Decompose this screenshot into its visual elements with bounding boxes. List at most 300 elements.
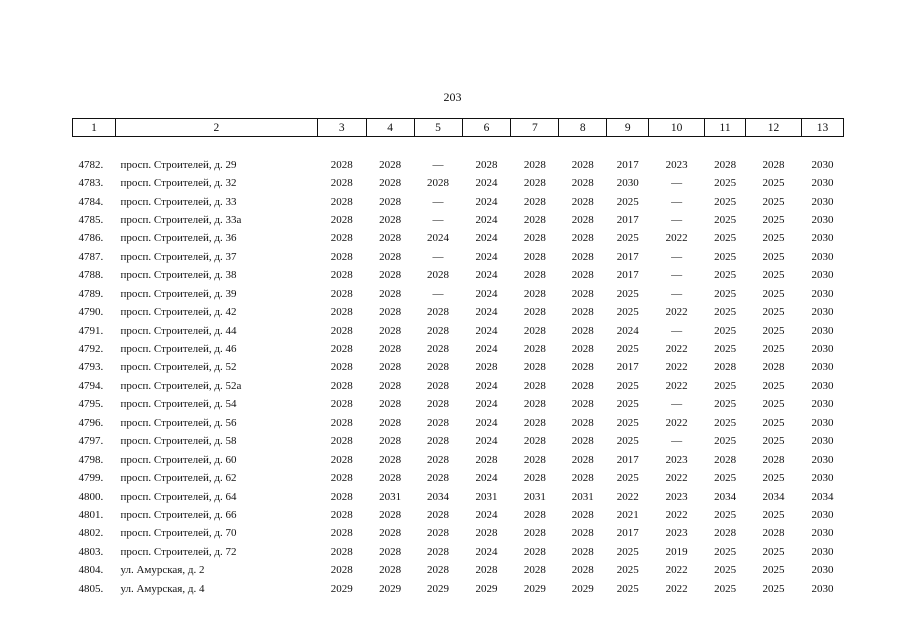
address-cell: просп. Строителей, д. 64 (120, 490, 237, 503)
address-cell: просп. Строителей, д. 52 (120, 361, 237, 374)
year-cell: 2025 (616, 582, 639, 595)
year-cell: — (432, 287, 444, 300)
address-cell: просп. Строителей, д. 36 (120, 232, 237, 245)
address-cell: ул. Амурская, д. 2 (120, 564, 205, 577)
year-cell: — (432, 195, 444, 208)
row-number: 4786. (78, 232, 104, 245)
year-cell: — (671, 269, 683, 282)
year-cell: 2025 (714, 213, 737, 226)
year-cell: 2028 (523, 306, 546, 319)
year-cell: 2024 (475, 398, 498, 411)
year-cell: 2030 (811, 158, 834, 171)
year-cell: 2028 (330, 361, 353, 374)
year-cell: 2022 (665, 508, 688, 521)
year-cell: — (671, 287, 683, 300)
year-cell: 2028 (571, 472, 594, 485)
year-cell: 2028 (427, 508, 450, 521)
year-cell: 2028 (523, 435, 546, 448)
year-cell: 2030 (811, 232, 834, 245)
year-cell: 2028 (427, 379, 450, 392)
column-header: 12 (746, 119, 802, 137)
year-cell: 2028 (330, 472, 353, 485)
year-cell: 2034 (811, 490, 834, 503)
year-cell: 2025 (616, 435, 639, 448)
year-cell: 2022 (616, 490, 639, 503)
year-cell: 2029 (330, 582, 353, 595)
year-cell: 2028 (330, 195, 353, 208)
year-cell: 2028 (762, 361, 785, 374)
address-cell: просп. Строителей, д. 37 (120, 250, 237, 263)
year-cell: 2028 (330, 453, 353, 466)
year-cell: 2024 (475, 177, 498, 190)
year-cell: 2030 (811, 582, 834, 595)
year-cell: 2028 (714, 453, 737, 466)
year-cell: 2025 (762, 324, 785, 337)
year-cell: 2028 (571, 177, 594, 190)
year-cell: 2028 (427, 306, 450, 319)
year-cell: 2028 (330, 416, 353, 429)
year-cell: 2028 (330, 213, 353, 226)
year-cell: 2028 (427, 361, 450, 374)
year-cell: 2028 (427, 398, 450, 411)
year-cell: 2028 (379, 361, 402, 374)
year-cell: 2025 (762, 177, 785, 190)
year-cell: 2028 (523, 343, 546, 356)
column-header: 13 (801, 119, 843, 137)
address-cell: просп. Строителей, д. 46 (120, 343, 237, 356)
column-header: 1 (73, 119, 116, 137)
year-cell: 2028 (714, 527, 737, 540)
year-cell: 2023 (665, 490, 688, 503)
year-cell: 2024 (475, 306, 498, 319)
table-row (73, 285, 844, 303)
year-cell: 2030 (811, 287, 834, 300)
year-cell: 2028 (571, 343, 594, 356)
year-cell: 2031 (475, 490, 498, 503)
year-cell: 2025 (616, 232, 639, 245)
year-cell: 2024 (475, 508, 498, 521)
year-cell: 2022 (665, 582, 688, 595)
year-cell: 2025 (762, 379, 785, 392)
address-cell: просп. Строителей, д. 70 (120, 527, 237, 540)
address-cell: просп. Строителей, д. 60 (120, 453, 237, 466)
row-number: 4802. (78, 527, 104, 540)
address-cell: просп. Строителей, д. 33 (120, 195, 237, 208)
year-cell: 2028 (523, 324, 546, 337)
year-cell: 2025 (714, 250, 737, 263)
year-cell: 2025 (762, 306, 785, 319)
year-cell: — (671, 250, 683, 263)
year-cell: 2028 (379, 324, 402, 337)
year-cell: 2024 (475, 232, 498, 245)
table-row (73, 174, 844, 192)
year-cell: 2025 (762, 213, 785, 226)
year-cell: 2023 (665, 527, 688, 540)
table-row (73, 192, 844, 210)
year-cell: 2025 (762, 508, 785, 521)
year-cell: 2028 (330, 324, 353, 337)
year-cell: 2025 (714, 472, 737, 485)
year-cell: 2017 (616, 361, 639, 374)
year-cell: 2029 (379, 582, 402, 595)
year-cell: 2030 (811, 435, 834, 448)
year-cell: 2025 (616, 195, 639, 208)
column-header: 6 (462, 119, 511, 137)
year-cell: 2022 (665, 343, 688, 356)
table-row (73, 377, 844, 395)
table-row (73, 211, 844, 229)
year-cell: 2025 (762, 564, 785, 577)
year-cell: 2028 (379, 269, 402, 282)
column-header: 8 (559, 119, 607, 137)
address-cell: просп. Строителей, д. 39 (120, 287, 237, 300)
row-number: 4797. (78, 435, 104, 448)
year-cell: 2025 (616, 416, 639, 429)
year-cell: 2028 (523, 213, 546, 226)
year-cell: 2024 (475, 435, 498, 448)
row-number: 4800. (78, 490, 104, 503)
year-cell: 2028 (523, 361, 546, 374)
year-cell: 2028 (379, 177, 402, 190)
year-cell: 2029 (571, 582, 594, 595)
year-cell: 2028 (571, 195, 594, 208)
row-number: 4801. (78, 508, 104, 521)
year-cell: 2028 (379, 343, 402, 356)
row-number: 4795. (78, 398, 104, 411)
year-cell: 2028 (523, 232, 546, 245)
year-cell: 2028 (475, 361, 498, 374)
table-row (73, 303, 844, 321)
column-header: 3 (317, 119, 366, 137)
year-cell: 2025 (714, 398, 737, 411)
year-cell: 2028 (379, 287, 402, 300)
year-cell: 2025 (616, 545, 639, 558)
table-row (73, 414, 844, 432)
year-cell: 2025 (616, 379, 639, 392)
year-cell: 2028 (523, 269, 546, 282)
year-cell: 2028 (379, 232, 402, 245)
year-cell: 2028 (523, 564, 546, 577)
column-header: 10 (649, 119, 705, 137)
year-cell: 2028 (330, 398, 353, 411)
year-cell: 2017 (616, 527, 639, 540)
year-cell: 2028 (523, 472, 546, 485)
year-cell: 2024 (427, 232, 450, 245)
year-cell: 2024 (475, 269, 498, 282)
year-cell: 2022 (665, 564, 688, 577)
year-cell: 2030 (811, 508, 834, 521)
year-cell: 2028 (571, 564, 594, 577)
column-header: 5 (414, 119, 462, 137)
year-cell: 2030 (811, 527, 834, 540)
year-cell: 2028 (330, 306, 353, 319)
year-cell: 2030 (811, 453, 834, 466)
year-cell: — (671, 435, 683, 448)
year-cell: 2025 (616, 564, 639, 577)
year-cell: 2028 (330, 177, 353, 190)
year-cell: 2025 (762, 250, 785, 263)
year-cell: 2028 (571, 416, 594, 429)
year-cell: 2028 (330, 527, 353, 540)
table-row (73, 155, 844, 173)
year-cell: 2028 (475, 527, 498, 540)
year-cell: 2028 (379, 250, 402, 263)
table-row (73, 248, 844, 266)
year-cell: 2034 (762, 490, 785, 503)
address-cell: ул. Амурская, д. 4 (120, 582, 205, 595)
year-cell: 2030 (811, 361, 834, 374)
year-cell: 2030 (811, 213, 834, 226)
year-cell: 2028 (523, 527, 546, 540)
year-cell: 2022 (665, 472, 688, 485)
year-cell: 2028 (379, 564, 402, 577)
year-cell: 2028 (330, 158, 353, 171)
year-cell: 2028 (330, 269, 353, 282)
year-cell: 2025 (762, 582, 785, 595)
table-row (73, 432, 844, 450)
year-cell: 2030 (811, 545, 834, 558)
column-header: 2 (115, 119, 317, 137)
year-cell: 2028 (379, 416, 402, 429)
year-cell: 2031 (379, 490, 402, 503)
year-cell: 2025 (762, 472, 785, 485)
year-cell: 2028 (523, 453, 546, 466)
year-cell: 2028 (379, 306, 402, 319)
year-cell: 2025 (762, 398, 785, 411)
year-cell: 2034 (714, 490, 737, 503)
column-header: 9 (607, 119, 649, 137)
row-number: 4793. (78, 361, 104, 374)
year-cell: 2024 (475, 545, 498, 558)
year-cell: 2025 (762, 287, 785, 300)
page-number: 203 (443, 90, 462, 104)
year-cell: 2030 (811, 416, 834, 429)
year-cell: — (432, 213, 444, 226)
year-cell: 2017 (616, 453, 639, 466)
year-cell: 2028 (379, 545, 402, 558)
year-cell: 2028 (571, 508, 594, 521)
year-cell: 2028 (523, 398, 546, 411)
table-row (73, 469, 844, 487)
address-cell: просп. Строителей, д. 38 (120, 269, 237, 282)
year-cell: 2028 (427, 177, 450, 190)
year-cell: 2025 (616, 306, 639, 319)
year-cell: 2025 (714, 416, 737, 429)
year-cell: 2028 (523, 287, 546, 300)
year-cell: 2024 (475, 287, 498, 300)
year-cell: — (432, 158, 444, 171)
year-cell: 2023 (665, 453, 688, 466)
year-cell: 2030 (811, 343, 834, 356)
row-number: 4804. (78, 564, 104, 577)
year-cell: 2028 (571, 527, 594, 540)
year-cell: 2028 (714, 158, 737, 171)
row-number: 4799. (78, 472, 104, 485)
table-row (73, 340, 844, 358)
table-row (73, 487, 844, 505)
table-row (73, 450, 844, 468)
row-number: 4785. (78, 213, 104, 226)
table-row (73, 358, 844, 376)
year-cell: 2030 (616, 177, 639, 190)
year-cell: 2028 (571, 158, 594, 171)
year-cell: 2025 (762, 545, 785, 558)
year-cell: 2022 (665, 379, 688, 392)
table-row (73, 580, 844, 598)
row-number: 4783. (78, 177, 104, 190)
row-number: 4805. (78, 582, 104, 595)
year-cell: 2024 (475, 213, 498, 226)
year-cell: 2025 (714, 564, 737, 577)
year-cell: 2028 (475, 564, 498, 577)
table-row (73, 524, 844, 542)
year-cell: 2029 (427, 582, 450, 595)
year-cell: 2025 (762, 269, 785, 282)
year-cell: 2025 (762, 232, 785, 245)
year-cell: — (671, 195, 683, 208)
year-cell: 2030 (811, 398, 834, 411)
address-cell: просп. Строителей, д. 32 (120, 177, 237, 190)
table-row (73, 395, 844, 413)
address-cell: просп. Строителей, д. 58 (120, 435, 237, 448)
table-row (73, 266, 844, 284)
year-cell: 2024 (475, 324, 498, 337)
year-cell: 2024 (475, 250, 498, 263)
year-cell: 2028 (379, 379, 402, 392)
year-cell: 2028 (571, 324, 594, 337)
year-cell: 2028 (427, 324, 450, 337)
year-cell: 2028 (571, 545, 594, 558)
year-cell: 2028 (330, 250, 353, 263)
year-cell: 2025 (714, 177, 737, 190)
address-cell: просп. Строителей, д. 29 (120, 158, 237, 171)
address-cell: просп. Строителей, д. 54 (120, 398, 237, 411)
year-cell: — (671, 324, 683, 337)
year-cell: 2030 (811, 379, 834, 392)
year-cell: 2028 (379, 435, 402, 448)
year-cell: 2028 (523, 379, 546, 392)
year-cell: 2028 (571, 435, 594, 448)
row-number: 4782. (78, 158, 104, 171)
year-cell: 2024 (475, 195, 498, 208)
year-cell: 2025 (714, 324, 737, 337)
year-cell: 2030 (811, 306, 834, 319)
table-body (73, 137, 844, 598)
year-cell: 2025 (714, 269, 737, 282)
year-cell: 2025 (714, 545, 737, 558)
year-cell: 2017 (616, 250, 639, 263)
column-header: 11 (705, 119, 746, 137)
row-number: 4789. (78, 287, 104, 300)
year-cell: 2028 (571, 232, 594, 245)
table-row (73, 229, 844, 247)
year-cell: 2023 (665, 158, 688, 171)
column-header: 4 (366, 119, 414, 137)
year-cell: 2028 (762, 527, 785, 540)
header-row (73, 119, 844, 137)
row-number: 4792. (78, 343, 104, 356)
row-number: 4791. (78, 324, 104, 337)
address-cell: просп. Строителей, д. 42 (120, 306, 237, 319)
year-cell: 2029 (523, 582, 546, 595)
year-cell: 2024 (475, 472, 498, 485)
year-cell: 2025 (714, 379, 737, 392)
year-cell: 2028 (330, 287, 353, 300)
address-cell: просп. Строителей, д. 33а (120, 213, 242, 226)
year-cell: 2029 (475, 582, 498, 595)
address-cell: просп. Строителей, д. 66 (120, 508, 237, 521)
year-cell: 2028 (379, 472, 402, 485)
year-cell: 2025 (616, 398, 639, 411)
address-cell: просп. Строителей, д. 52а (120, 379, 242, 392)
table-row (73, 321, 844, 339)
year-cell: 2028 (427, 472, 450, 485)
year-cell: — (671, 398, 683, 411)
year-cell: 2028 (427, 527, 450, 540)
year-cell: 2028 (379, 398, 402, 411)
year-cell: 2025 (714, 343, 737, 356)
year-cell: 2028 (571, 306, 594, 319)
year-cell: 2031 (523, 490, 546, 503)
repair-schedule-table (72, 118, 844, 598)
year-cell: 2017 (616, 269, 639, 282)
year-cell: 2025 (714, 508, 737, 521)
year-cell: 2028 (330, 343, 353, 356)
year-cell: 2028 (571, 361, 594, 374)
year-cell: 2028 (330, 435, 353, 448)
year-cell: 2024 (475, 379, 498, 392)
year-cell: 2021 (616, 508, 639, 521)
year-cell: 2028 (427, 435, 450, 448)
row-number: 4788. (78, 269, 104, 282)
year-cell: 2025 (714, 306, 737, 319)
year-cell: 2028 (330, 379, 353, 392)
year-cell: 2028 (379, 195, 402, 208)
year-cell: 2028 (379, 213, 402, 226)
year-cell: 2028 (523, 158, 546, 171)
year-cell: 2024 (616, 324, 639, 337)
year-cell: 2028 (330, 490, 353, 503)
year-cell: 2028 (523, 177, 546, 190)
row-number: 4798. (78, 453, 104, 466)
year-cell: 2025 (762, 435, 785, 448)
year-cell: 2022 (665, 232, 688, 245)
row-number: 4790. (78, 306, 104, 319)
row-number: 4796. (78, 416, 104, 429)
year-cell: 2028 (571, 269, 594, 282)
year-cell: 2028 (571, 213, 594, 226)
year-cell: 2024 (475, 343, 498, 356)
address-cell: просп. Строителей, д. 72 (120, 545, 237, 558)
row-number: 4794. (78, 379, 104, 392)
year-cell: 2025 (762, 343, 785, 356)
year-cell: 2028 (379, 158, 402, 171)
address-cell: просп. Строителей, д. 44 (120, 324, 237, 337)
year-cell: 2030 (811, 250, 834, 263)
year-cell: 2019 (665, 545, 688, 558)
year-cell: 2025 (616, 472, 639, 485)
year-cell: 2025 (762, 416, 785, 429)
year-cell: 2028 (379, 527, 402, 540)
year-cell: 2025 (714, 195, 737, 208)
year-cell: 2025 (714, 232, 737, 245)
year-cell: 2017 (616, 213, 639, 226)
year-cell: 2034 (427, 490, 450, 503)
table-row (73, 561, 844, 579)
year-cell: 2028 (523, 416, 546, 429)
address-cell: просп. Строителей, д. 62 (120, 472, 237, 485)
year-cell: 2025 (762, 195, 785, 208)
